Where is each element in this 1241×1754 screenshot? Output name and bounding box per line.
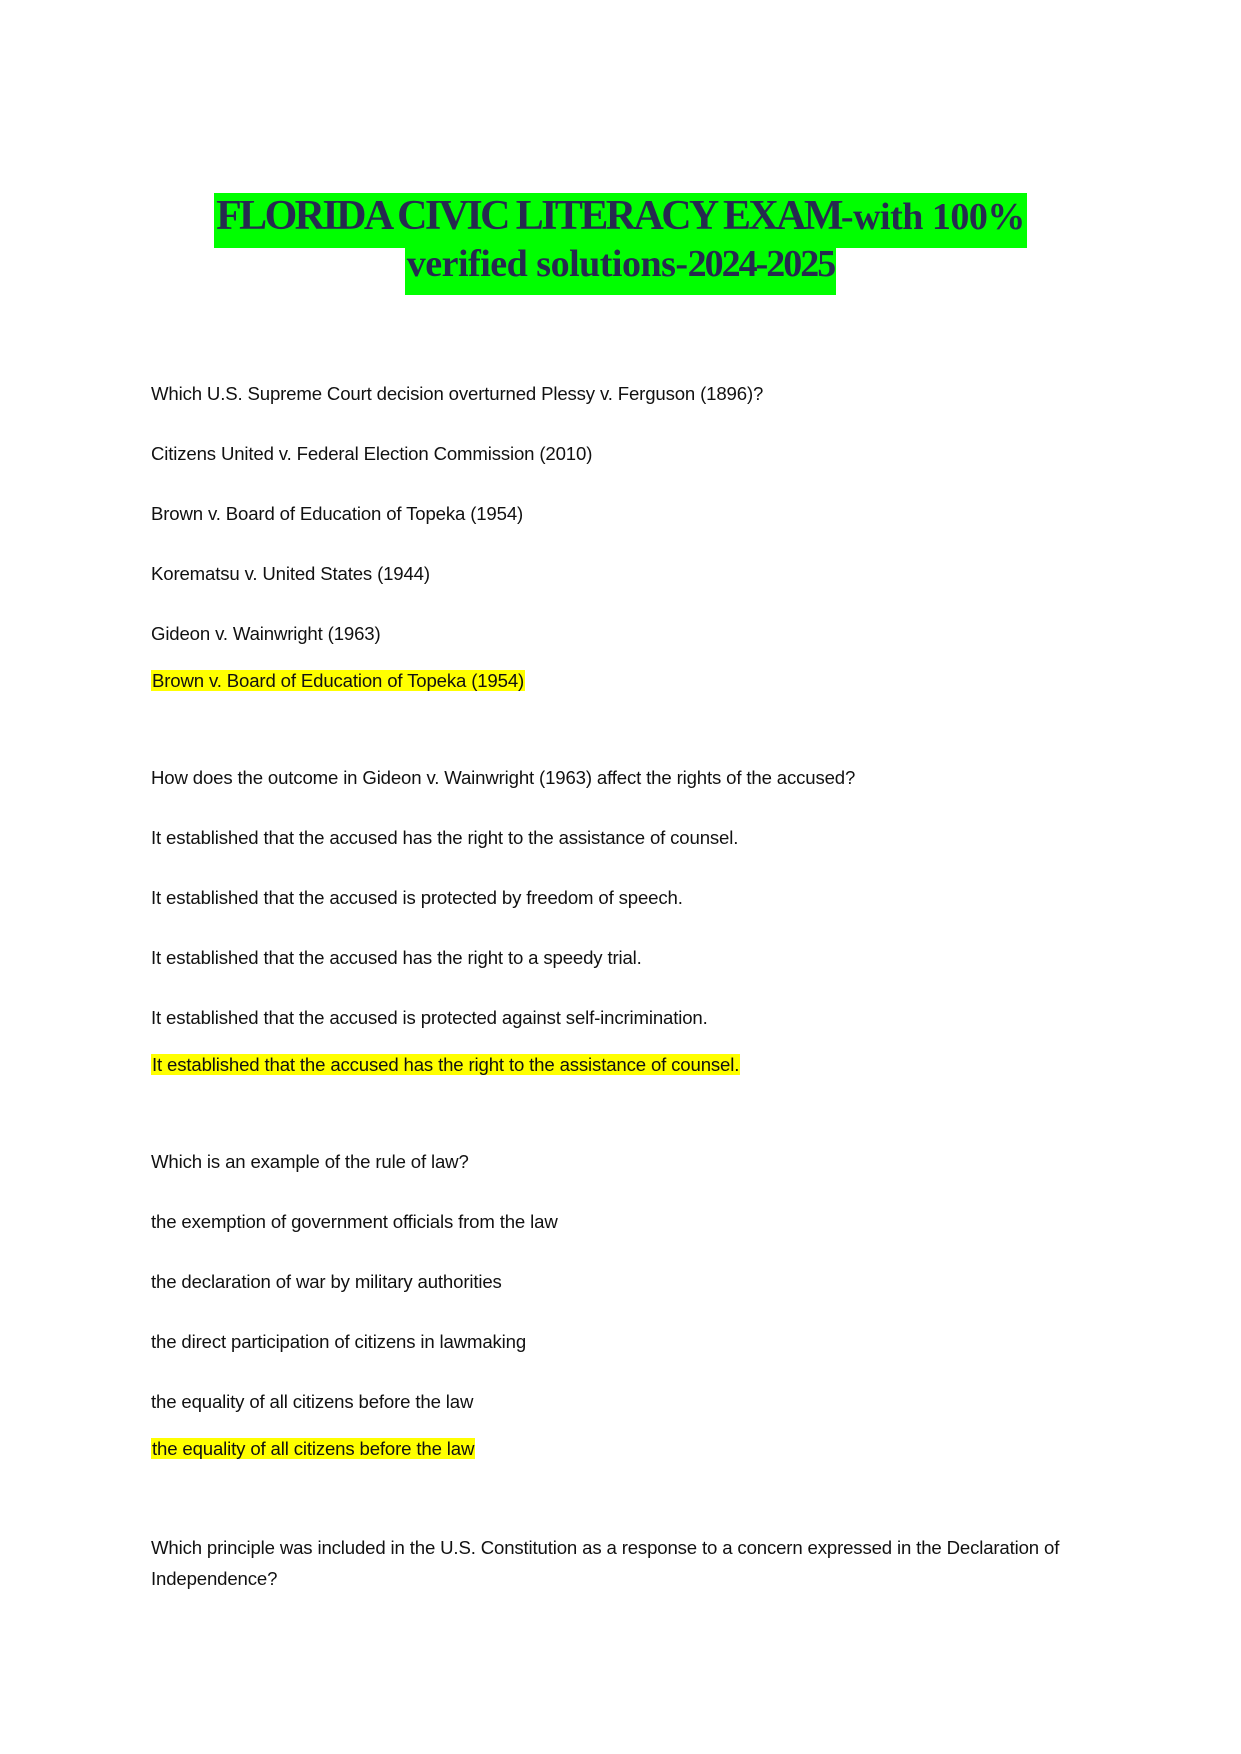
q2-option-4: It established that the accused is protected against self-incrimination.	[151, 1007, 708, 1028]
title-highlight-2	[405, 241, 836, 295]
title-suffix: -with 100%	[840, 196, 1025, 238]
q3-option-2: the declaration of war by military authorities	[151, 1271, 502, 1292]
q2-answer: It established that the accused has the right to the assistance of counsel.	[152, 1054, 740, 1075]
q1-option-1: Citizens United v. Federal Election Commission (2010)	[151, 443, 593, 464]
title-highlight-1	[214, 193, 1027, 248]
q1-option-2: Brown v. Board of Education of Topeka (1954)	[151, 503, 524, 524]
title-years: 2024-2025	[687, 243, 835, 285]
q1-option-3: Korematsu v. United States (1944)	[151, 563, 430, 584]
document-title	[0, 193, 1241, 289]
q3-option-1: the exemption of government officials from the law	[151, 1211, 558, 1232]
q3-answer: the equality of all citizens before the law	[152, 1438, 475, 1459]
q2-option-3: It established that the accused has the right to a speedy trial.	[151, 947, 642, 968]
q3-option-4: the equality of all citizens before the law	[151, 1391, 474, 1412]
title-subtitle: verified solutions-	[406, 243, 688, 285]
q2-option-1: It established that the accused has the right to the assistance of counsel.	[151, 827, 739, 848]
question-1: Which U.S. Supreme Court decision overturned Plessy v. Ferguson (1896)?	[151, 383, 764, 404]
title-line-2	[0, 241, 1241, 289]
title-main: FLORIDA CIVIC LITERACY EXAM	[216, 193, 841, 239]
q3-option-3: the direct participation of citizens in lawmaking	[151, 1331, 527, 1352]
question-3: Which is an example of the rule of law?	[151, 1151, 469, 1172]
question-4: Which principle was included in the U.S. Constitution as a response to a concern expressed in the Declaration of Independence?	[151, 1537, 1060, 1589]
question-2: How does the outcome in Gideon v. Wainwright (1963) affect the rights of the accused?	[151, 767, 856, 788]
q2-option-2: It established that the accused is protected by freedom of speech.	[151, 887, 683, 908]
q1-option-4: Gideon v. Wainwright (1963)	[151, 623, 381, 644]
title-line-1	[0, 193, 1241, 241]
q1-answer: Brown v. Board of Education of Topeka (1954)	[152, 670, 525, 691]
